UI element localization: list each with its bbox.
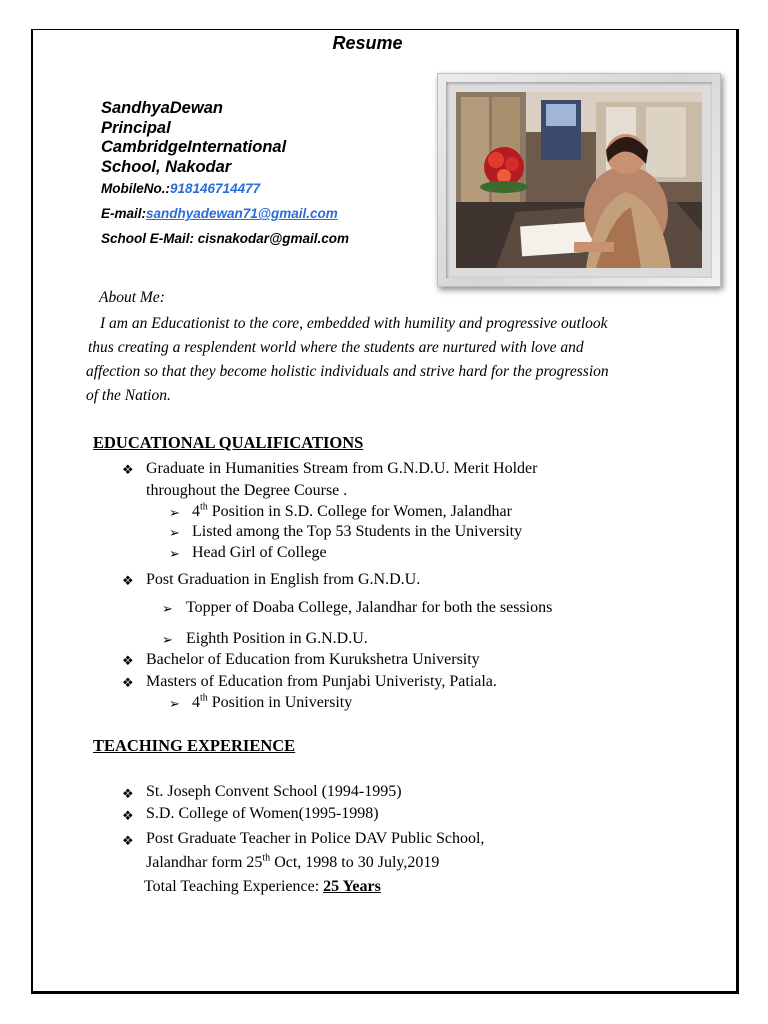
education-item-4-sub-1: 4th Position in University	[192, 692, 353, 711]
school-name-line1: CambridgeInternational	[101, 138, 287, 156]
diamond-bullet-icon: ❖	[122, 786, 134, 801]
arrow-bullet-icon: ➢	[169, 505, 180, 520]
school-name-line2: School, Nakodar	[101, 157, 232, 176]
diamond-bullet-icon: ❖	[122, 675, 134, 690]
education-item-4: Masters of Education from Punjabi Univeristy, Patiala.	[146, 673, 497, 690]
email-label: E-mail:	[101, 206, 147, 221]
document-title: Resume	[332, 33, 403, 53]
diamond-bullet-icon: ❖	[122, 573, 134, 588]
education-item-1-cont: throughout the Degree Course .	[146, 482, 348, 499]
person-name: SandhyaDewan	[101, 99, 223, 117]
education-item-1-sub-2: Listed among the Top 53 Students in the University	[192, 523, 523, 540]
teaching-item-3-cont: Jalandhar form 25th Oct, 1998 to 30 July,2019	[146, 852, 440, 871]
email-link[interactable]: sandhyadewan71@gmail.com	[146, 206, 338, 221]
education-item-2: Post Graduation in English from G.N.D.U.	[146, 571, 421, 588]
education-item-2-sub-1: Topper of Doaba College, Jalandhar for both the sessions	[186, 599, 553, 616]
arrow-bullet-icon: ➢	[169, 696, 180, 711]
designation: Principal	[101, 118, 171, 137]
teaching-item-3: Post Graduate Teacher in Police DAV Public School,	[146, 830, 485, 847]
mobile-line	[101, 181, 260, 196]
arrow-bullet-icon: ➢	[162, 601, 173, 616]
total-experience	[144, 878, 381, 896]
profile-photo	[456, 92, 702, 268]
education-item-1: Graduate in Humanities Stream from G.N.D.U. Merit Holder	[146, 460, 538, 477]
education-item-1-sub-3: Head Girl of College	[192, 544, 327, 561]
school-email-line	[101, 231, 349, 246]
contact-header	[101, 99, 421, 246]
teaching-item-1: St. Joseph Convent School (1994-1995)	[146, 783, 402, 800]
teaching-heading: TEACHING EXPERIENCE	[93, 736, 296, 755]
education-item-1-sub-1: 4th Position in S.D. College for Women, Jalandhar	[192, 501, 512, 520]
diamond-bullet-icon: ❖	[122, 462, 134, 477]
school-email-value: cisnakodar@gmail.com	[197, 231, 349, 246]
arrow-bullet-icon: ➢	[169, 546, 180, 561]
teaching-item-2: S.D. College of Women(1995-1998)	[146, 805, 379, 822]
arrow-bullet-icon: ➢	[162, 632, 173, 647]
arrow-bullet-icon: ➢	[169, 525, 180, 540]
mobile-number[interactable]: 918146714477	[170, 181, 261, 196]
education-item-2-sub-2: Eighth Position in G.N.D.U.	[186, 630, 368, 647]
education-item-3: Bachelor of Education from Kurukshetra University	[146, 651, 480, 668]
about-paragraph	[86, 312, 706, 408]
profile-photo-frame	[437, 73, 721, 287]
diamond-bullet-icon: ❖	[122, 808, 134, 823]
about-line-1: I am an Educationist to the core, embedded with humility and progressive outlook	[100, 315, 608, 332]
email-line	[101, 206, 338, 221]
mobile-label: MobileNo.:	[101, 181, 170, 196]
total-experience-label: Total Teaching Experience:	[144, 878, 324, 895]
about-heading: About Me:	[99, 289, 165, 306]
about-line-4: of the Nation.	[86, 387, 171, 404]
school-email-label: School E-Mail:	[101, 231, 195, 246]
diamond-bullet-icon: ❖	[122, 653, 134, 668]
about-line-2: thus creating a resplendent world where the students are nurtured with love and	[88, 339, 584, 356]
education-heading: EDUCATIONAL QUALIFICATIONS	[93, 433, 364, 452]
about-line-3: affection so that they become holistic individuals and strive hard for the progression	[86, 363, 609, 380]
diamond-bullet-icon: ❖	[122, 833, 134, 848]
total-experience-value: 25 Years	[323, 878, 381, 895]
